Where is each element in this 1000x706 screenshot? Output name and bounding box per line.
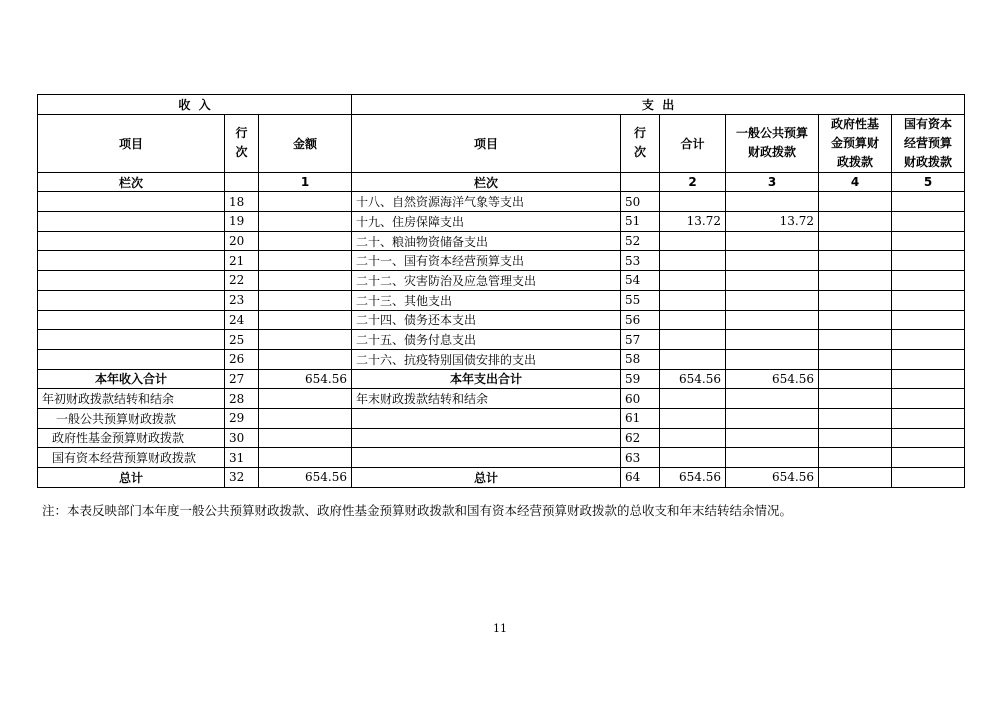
gov-fund-header-l2: 金预算财 xyxy=(831,135,880,150)
income-amount-cell xyxy=(259,290,352,310)
state-capital-cell xyxy=(892,290,965,310)
general-budget-cell xyxy=(726,448,819,468)
general-budget-header xyxy=(726,114,819,172)
income-amount-cell xyxy=(259,231,352,251)
income-item-cell: 年初财政拨款结转和结余 xyxy=(38,389,225,409)
col-index-2: 2 xyxy=(660,172,726,192)
gov-fund-cell xyxy=(819,428,892,448)
income-item-cell xyxy=(38,349,225,369)
state-capital-cell xyxy=(892,251,965,271)
income-amount-cell xyxy=(259,448,352,468)
income-item-cell xyxy=(38,271,225,291)
income-line-cell: 30 xyxy=(225,428,259,448)
table-row xyxy=(38,290,965,310)
footnote: 注：本表反映部门本年度一般公共预算财政拨款、政府性基金预算财政拨款和国有资本经营预算财政拨款的总收支和年末结转结余情况。 xyxy=(42,503,793,518)
general-header-l1: 一般公共预算 xyxy=(736,126,809,141)
income-amount-header: 金额 xyxy=(259,114,352,172)
general-budget-cell: 654.56 xyxy=(726,468,819,488)
col-index-5: 5 xyxy=(892,172,965,192)
table-row xyxy=(38,448,965,468)
income-line-cell: 23 xyxy=(225,290,259,310)
income-item-cell: 政府性基金预算财政拨款 xyxy=(38,428,225,448)
expense-item-cell xyxy=(352,428,621,448)
col-index-3: 3 xyxy=(726,172,819,192)
expense-line-cell: 62 xyxy=(621,428,660,448)
total-header: 合计 xyxy=(660,114,726,172)
line-header-bottom: 次 xyxy=(634,145,647,160)
budget-table xyxy=(37,94,965,488)
general-budget-cell xyxy=(726,330,819,350)
state-capital-cell xyxy=(892,408,965,428)
table-row xyxy=(38,251,965,271)
state-capital-header-l1: 国有资本 xyxy=(904,116,953,131)
expense-item-cell: 二十五、债务付息支出 xyxy=(352,330,621,350)
income-item-cell: 国有资本经营预算财政拨款 xyxy=(38,448,225,468)
state-capital-cell xyxy=(892,349,965,369)
income-amount-cell xyxy=(259,330,352,350)
income-item-cell xyxy=(38,251,225,271)
income-line-cell: 25 xyxy=(225,330,259,350)
general-header-l2: 财政拨款 xyxy=(748,145,797,160)
general-budget-cell xyxy=(726,231,819,251)
total-cell xyxy=(660,290,726,310)
expense-line-cell: 53 xyxy=(621,251,660,271)
total-cell xyxy=(660,349,726,369)
expense-line-cell: 54 xyxy=(621,271,660,291)
column-index-row xyxy=(38,172,965,192)
expense-item-cell: 十九、住房保障支出 xyxy=(352,212,621,232)
income-amount-cell xyxy=(259,192,352,212)
expense-line-cell: 51 xyxy=(621,212,660,232)
col-index-4: 4 xyxy=(819,172,892,192)
income-line-cell: 28 xyxy=(225,389,259,409)
expense-line-cell: 50 xyxy=(621,192,660,212)
total-cell xyxy=(660,271,726,291)
income-item-cell xyxy=(38,290,225,310)
income-header: 收 入 xyxy=(38,95,352,115)
expense-item-cell: 二十一、国有资本经营预算支出 xyxy=(352,251,621,271)
income-item-cell xyxy=(38,192,225,212)
income-item-cell xyxy=(38,231,225,251)
state-capital-cell xyxy=(892,369,965,389)
expense-item-cell: 本年支出合计 xyxy=(352,369,621,389)
income-item-header: 项目 xyxy=(38,114,225,172)
gov-fund-cell xyxy=(819,192,892,212)
income-line-cell: 29 xyxy=(225,408,259,428)
gov-fund-cell xyxy=(819,408,892,428)
expense-line-cell: 61 xyxy=(621,408,660,428)
income-line-cell: 27 xyxy=(225,369,259,389)
gov-fund-header xyxy=(819,114,892,172)
general-budget-cell xyxy=(726,192,819,212)
general-budget-cell xyxy=(726,310,819,330)
income-line-cell: 18 xyxy=(225,192,259,212)
table-row xyxy=(38,330,965,350)
gov-fund-cell xyxy=(819,212,892,232)
col-label-income: 栏次 xyxy=(38,172,225,192)
income-amount-cell xyxy=(259,310,352,330)
income-line-cell: 32 xyxy=(225,468,259,488)
gov-fund-cell xyxy=(819,251,892,271)
gov-fund-header-l3: 政拨款 xyxy=(837,154,874,169)
state-capital-cell xyxy=(892,192,965,212)
table-row xyxy=(38,271,965,291)
total-cell: 13.72 xyxy=(660,212,726,232)
table-row xyxy=(38,212,965,232)
income-amount-cell xyxy=(259,389,352,409)
table-row xyxy=(38,468,965,488)
general-budget-cell xyxy=(726,389,819,409)
state-capital-header-l3: 财政拨款 xyxy=(904,154,953,169)
expense-header: 支 出 xyxy=(352,95,965,115)
total-cell xyxy=(660,310,726,330)
expense-line-cell: 59 xyxy=(621,369,660,389)
income-line-header xyxy=(225,114,259,172)
expense-line-cell: 56 xyxy=(621,310,660,330)
gov-fund-cell xyxy=(819,231,892,251)
expense-line-cell: 60 xyxy=(621,389,660,409)
gov-fund-cell xyxy=(819,290,892,310)
col-index-empty xyxy=(621,172,660,192)
expense-item-cell: 二十六、抗疫特别国债安排的支出 xyxy=(352,349,621,369)
income-amount-cell: 654.56 xyxy=(259,369,352,389)
income-line-cell: 26 xyxy=(225,349,259,369)
income-line-cell: 24 xyxy=(225,310,259,330)
expense-line-cell: 63 xyxy=(621,448,660,468)
total-cell xyxy=(660,330,726,350)
income-line-cell: 31 xyxy=(225,448,259,468)
state-capital-cell xyxy=(892,330,965,350)
total-cell xyxy=(660,389,726,409)
state-capital-cell xyxy=(892,271,965,291)
state-capital-header xyxy=(892,114,965,172)
income-item-cell xyxy=(38,330,225,350)
table-row xyxy=(38,428,965,448)
table-row xyxy=(38,369,965,389)
expense-line-cell: 58 xyxy=(621,349,660,369)
total-cell xyxy=(660,192,726,212)
total-cell: 654.56 xyxy=(660,468,726,488)
income-item-cell xyxy=(38,212,225,232)
table-row xyxy=(38,408,965,428)
income-amount-cell xyxy=(259,349,352,369)
table-row xyxy=(38,389,965,409)
line-header-top: 行 xyxy=(235,126,248,141)
expense-item-cell: 二十、粮油物资储备支出 xyxy=(352,231,621,251)
income-amount-cell xyxy=(259,251,352,271)
gov-fund-header-l1: 政府性基 xyxy=(831,116,880,131)
income-line-cell: 22 xyxy=(225,271,259,291)
gov-fund-cell xyxy=(819,369,892,389)
col-index-1: 1 xyxy=(259,172,352,192)
state-capital-cell xyxy=(892,468,965,488)
general-budget-cell xyxy=(726,251,819,271)
income-line-cell: 20 xyxy=(225,231,259,251)
income-amount-cell: 654.56 xyxy=(259,468,352,488)
expense-item-cell: 二十三、其他支出 xyxy=(352,290,621,310)
general-budget-cell xyxy=(726,290,819,310)
expense-item-cell: 二十四、债务还本支出 xyxy=(352,310,621,330)
income-item-cell: 总计 xyxy=(38,468,225,488)
income-line-cell: 19 xyxy=(225,212,259,232)
state-capital-cell xyxy=(892,231,965,251)
col-index-empty xyxy=(225,172,259,192)
state-capital-cell xyxy=(892,428,965,448)
expense-item-cell xyxy=(352,408,621,428)
gov-fund-cell xyxy=(819,271,892,291)
total-cell xyxy=(660,408,726,428)
state-capital-cell xyxy=(892,448,965,468)
header-row-main xyxy=(38,114,965,172)
gov-fund-cell xyxy=(819,448,892,468)
expense-item-cell: 二十二、灾害防治及应急管理支出 xyxy=(352,271,621,291)
general-budget-cell xyxy=(726,408,819,428)
expense-item-cell: 年末财政拨款结转和结余 xyxy=(352,389,621,409)
income-line-cell: 21 xyxy=(225,251,259,271)
page-number: 11 xyxy=(493,622,507,635)
table-row xyxy=(38,310,965,330)
line-header-top: 行 xyxy=(634,126,647,141)
state-capital-header-l2: 经营预算 xyxy=(904,135,953,150)
header-row-top xyxy=(38,95,965,115)
total-cell: 654.56 xyxy=(660,369,726,389)
total-cell xyxy=(660,251,726,271)
table-row xyxy=(38,192,965,212)
income-item-cell: 一般公共预算财政拨款 xyxy=(38,408,225,428)
expense-line-cell: 57 xyxy=(621,330,660,350)
income-amount-cell xyxy=(259,212,352,232)
gov-fund-cell xyxy=(819,468,892,488)
gov-fund-cell xyxy=(819,389,892,409)
income-amount-cell xyxy=(259,408,352,428)
general-budget-cell xyxy=(726,349,819,369)
gov-fund-cell xyxy=(819,330,892,350)
expense-line-cell: 55 xyxy=(621,290,660,310)
expense-line-cell: 52 xyxy=(621,231,660,251)
general-budget-cell: 654.56 xyxy=(726,369,819,389)
state-capital-cell xyxy=(892,389,965,409)
gov-fund-cell xyxy=(819,349,892,369)
general-budget-cell: 13.72 xyxy=(726,212,819,232)
state-capital-cell xyxy=(892,212,965,232)
total-cell xyxy=(660,231,726,251)
line-header-bottom: 次 xyxy=(235,145,248,160)
col-label-expense: 栏次 xyxy=(352,172,621,192)
general-budget-cell xyxy=(726,428,819,448)
expense-line-cell: 64 xyxy=(621,468,660,488)
general-budget-cell xyxy=(726,271,819,291)
expense-line-header xyxy=(621,114,660,172)
expense-item-cell xyxy=(352,448,621,468)
gov-fund-cell xyxy=(819,310,892,330)
total-cell xyxy=(660,448,726,468)
table-row xyxy=(38,231,965,251)
expense-item-cell: 总计 xyxy=(352,468,621,488)
income-amount-cell xyxy=(259,271,352,291)
expense-item-cell: 十八、自然资源海洋气象等支出 xyxy=(352,192,621,212)
total-cell xyxy=(660,428,726,448)
income-amount-cell xyxy=(259,428,352,448)
table-row xyxy=(38,349,965,369)
state-capital-cell xyxy=(892,310,965,330)
income-item-cell: 本年收入合计 xyxy=(38,369,225,389)
expense-item-header: 项目 xyxy=(352,114,621,172)
income-item-cell xyxy=(38,310,225,330)
